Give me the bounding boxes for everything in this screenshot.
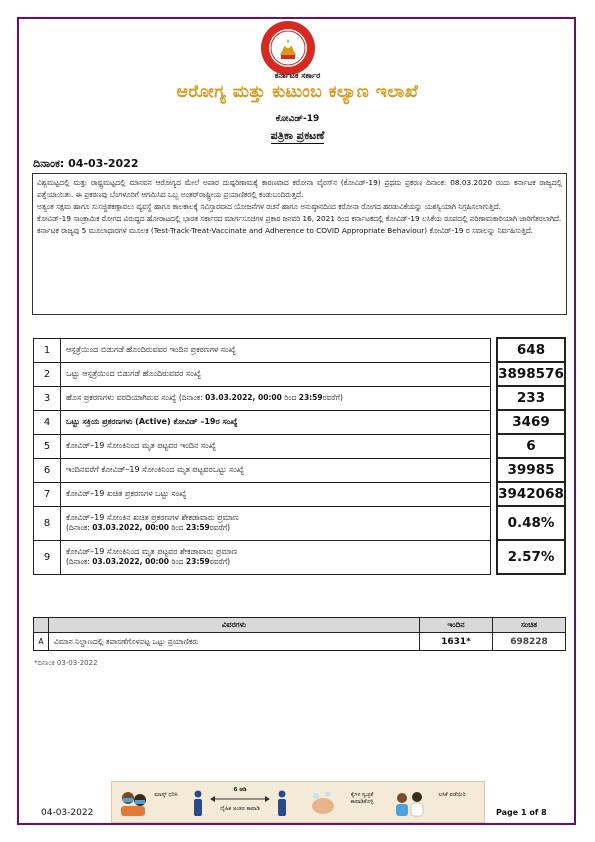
row-value: 3469 <box>497 410 565 434</box>
row-label: ಒಟ್ಟು ಸಕ್ರಿಯ ಪ್ರಕರಣಗಳು (Active) ಕೋವಿಡ್ –19ರ ಸಂಖ್ಯೆ <box>61 410 491 434</box>
table-row <box>34 410 566 434</box>
intro-paragraph: ಕರ್ನಾಟಕ ರಾಜ್ಯವು 5 ಮೂಲಾಧಾರಗಳ ಮೂಲಕ (Test-Track-Treat-Vaccinate and Adherence to COVID Appropriate Behaviour) ಕೋವಿಡ್-19 ರ ಸವಾಲನ್ನು ನಿರ್ವಹಿಸುತ್ತಿದೆ. <box>37 226 534 235</box>
hands-caption: ಕೈಗಳ ಸ್ವಚ್ಛತೆ ಕಾಪಾಡಿಕೊಳ್ಳಿ <box>350 792 374 805</box>
row-value: 3898576 <box>497 362 565 386</box>
row-number: 2 <box>34 362 61 386</box>
table-row <box>34 482 566 506</box>
release-date: ದಿನಾಂಕ: 04-03-2022 <box>33 157 139 170</box>
intro-paragraph: ವಿಶ್ವಮಟ್ಟದಲ್ಲಿ ಮತ್ತು ರಾಷ್ಟ್ರಮಟ್ಟದಲ್ಲಿ ಮಾನವನ ಆರೋಗ್ಯದ ಮೇಲೆ ಅಪಾರ ದುಷ್ಪರಿಣಾಮಕ್ಕೆ ಕಾರಣವಾದ ಕರೋನಾ ವೈರಸ್‌ನ (ಕೋವಿಡ್-19) ಪ್ರಥಮ ಪ್ರಕರಣ ದಿನಾಂಕ: 08.03.2020 ರಂದು ಕರ್ನಾಟಕ ರಾಜ್ಯದಲ್ಲಿ ಪತ್ತೆಯಾಯಿತು. ಈ ಪ್ರಕರಣವು ಬೆಂಗಳೂರಿಗೆ ಆಗಮಿಸಿದ ಒಬ್ಬ ಅಂತರ್‌ರಾಷ್ಟ್ರೀಯ ಪ್ರಯಾಣಿಕರಲ್ಲಿ ಕಂಡುಬಂದಿರುತ್ತದೆ. <box>37 178 562 199</box>
row-value: 233 <box>497 386 565 410</box>
row-number: 5 <box>34 434 61 458</box>
distance-arrow-icon <box>210 796 270 802</box>
footer-date: 04-03-2022 <box>41 808 94 818</box>
row-number: 3 <box>34 386 61 410</box>
row-label: ವಿಮಾನ ನಿಲ್ದಾಣದಲ್ಲಿ ತಪಾಸಣೆಗೊಳಪಟ್ಟ ಒಟ್ಟು ಪ್ರಯಾಣಿಕರು <box>49 633 420 651</box>
table-row <box>34 362 566 386</box>
intro-box <box>32 173 567 315</box>
covid-heading: ಕೋವಿಡ್-19 <box>275 114 320 124</box>
distance-caption: ದೈಹಿಕ ಅಂತರ ಕಾಪಾಡಿ <box>220 806 260 812</box>
row-number: 4 <box>34 410 61 434</box>
row-value: 39985 <box>497 458 565 482</box>
row-number: 1 <box>34 338 61 362</box>
department-title: ಆರೋಗ್ಯ ಮತ್ತು ಕುಟುಂಬ ಕಲ್ಯಾಣ ಇಲಾಖೆ <box>176 82 419 102</box>
table-row <box>34 338 566 362</box>
header-cumulative: ಸಂಚಿತ <box>493 618 566 633</box>
table-header-row <box>34 618 566 633</box>
row-cumulative: 698228 <box>493 633 566 651</box>
karnataka-emblem-icon <box>259 19 317 77</box>
table-row <box>34 506 566 540</box>
intro-paragraph: ಕೋವಿಡ್-19 ಸಾಂಕ್ರಾಮಿಕ ರೋಗದ ವಿರುದ್ಧದ ಹೋರಾಟದಲ್ಲಿ ಭಾರತ ಸರ್ಕಾರದ ಮಾರ್ಗಸೂಚಿಗಳ ಪ್ರಕಾರ ಜನವರಿ 16, 2021 ರಿಂದ ಕರ್ನಾಟಕದಲ್ಲಿ ಕೋವಿಡ್-19 ಲಸಿಕೆಯ ರೂಪದಲ್ಲಿ ಪರಿಣಾಮಕಾರಿಯಾಗಿ ಜಾರಿಗೆತರಲಾಗಿದೆ. <box>37 214 562 223</box>
row-number: 6 <box>34 458 61 482</box>
row-label: ಹೊಸ ಪ್ರಕರಣಗಳು ವರದಿಯಾಗಿರುವ ಸಂಖ್ಯೆ (ದಿನಾಂಕ: 03.03.2022, 00:00 ರಿಂದ 23:59ರವರೆಗೆ) <box>61 386 491 410</box>
row-id: A <box>34 633 49 651</box>
table-row <box>34 633 566 651</box>
mask-caption: ಮಾಸ್ಕ್ ಧರಿಸಿ <box>154 792 178 798</box>
row-label: ಕೋವಿಡ್–19 ಸೋಂಕಿನ ಖಚಿತ ಪ್ರಕರಣಗಳ ಶೇಕಡಾವಾರು ಪ್ರಮಾಣ (ದಿನಾಂಕ: 03.03.2022, 00:00 ರಿಂದ 23:59ರವರೆಗೆ) <box>61 506 491 540</box>
row-label: ಕೋವಿಡ್–19 ಸೋಂಕಿನಿಂದ ಮೃತ ಪಟ್ಟವರ ಶೇಕಡಾವಾರು ಪ್ರಮಾಣ (ದಿನಾಂಕ: 03.03.2022, 00:00 ರಿಂದ 23:59ರವರೆಗೆ) <box>61 540 491 574</box>
table-row <box>34 434 566 458</box>
row-number: 9 <box>34 540 61 574</box>
person-icon <box>276 790 288 818</box>
press-release-heading: ಪತ್ರಿಕಾ ಪ್ರಕಟಣೆ <box>270 129 325 142</box>
row-value: 3942068 <box>497 482 565 506</box>
government-name: ಕರ್ನಾಟಕ ಸರ್ಕಾರ <box>274 71 321 80</box>
row-value: 2.57% <box>497 540 565 574</box>
row-number: 8 <box>34 506 61 540</box>
header-details: ವಿವರಗಳು <box>49 618 420 633</box>
page-number: Page 1 of 8 <box>496 808 547 817</box>
table-row <box>34 386 566 410</box>
table-row <box>34 458 566 482</box>
row-value: 0.48% <box>497 506 565 540</box>
vaccine-caption: ಲಸಿಕೆ ಪಡೆಯಿರಿ <box>438 792 466 798</box>
airport-screening-table <box>33 617 566 651</box>
covid-stats-table <box>33 337 566 575</box>
table-row <box>34 540 566 574</box>
row-label: ಕೋವಿಡ್–19 ಖಚಿತ ಪ್ರಕರಣಗಳ ಒಟ್ಟು ಸಂಖ್ಯೆ <box>61 482 491 506</box>
row-label: ಕೋವಿಡ್–19 ಸೋಂಕಿನಿಂದ ಮೃತ ಪಟ್ಟವರ ಇಂದಿನ ಸಂಖ್ಯೆ <box>61 434 491 458</box>
intro-paragraph: ಅತ್ಯಂತ ಸಕ್ಷಮ ಹಾಗೂ ಸುಸಜ್ಜಿತಕಣ್ಗಾವಲು ವ್ಯವಸ್ಥೆ ಹಾಗೂ ಕಾಲಕಾಲಕ್ಕೆ ಸವಿಸ್ತಾರವಾದ ಯೋಜನೆಗಳ ರಚನೆ ಹಾಗೂ ಅನುಷ್ಠಾನದಿಂದ ಕರೋನಾ ರೋಗದ ಹರಡುವಿಕೆಯನ್ನು ಯಶಸ್ವಿಯಾಗಿ ನಿಗ್ರಹಿಸಲಾಗುತ್ತಿದೆ. <box>37 202 501 211</box>
row-today: 1631* <box>420 633 493 651</box>
hand-wash-icon <box>308 788 338 818</box>
row-value: 648 <box>497 338 565 362</box>
header-today: ಇಂದಿನ <box>420 618 493 633</box>
row-label: ಒಟ್ಟು ಆಸ್ಪತ್ರೆಯಿಂದ ಬಿಡುಗಡೆ ಹೊಂದಿರುವವರ ಸಂಖ್ಯೆ <box>61 362 491 386</box>
row-number: 7 <box>34 482 61 506</box>
footnote: *ದಿನಾಂಕ 03-03-2022 <box>34 659 98 667</box>
distance-value: 6 ಅಡಿ <box>233 787 247 793</box>
masked-people-icon <box>118 788 148 818</box>
row-label: ಇಂದಿನವರೆಗೆ ಕೋವಿಡ್–19 ಸೋಂಕಿನಿಂದ ಮೃತ ಪಟ್ಟವರಒಟ್ಟು ಸಂಖ್ಯೆ <box>61 458 491 482</box>
covid-behaviour-banner <box>111 781 485 823</box>
row-label: ಆಸ್ಪತ್ರೆಯಿಂದ ಬಿಡುಗಡೆ ಹೊಂದಿರುವವರ ಇಂದಿನ ಪ್ರಕರಣಗಳ ಸಂಖ್ಯೆ <box>61 338 491 362</box>
vaccination-icon <box>392 788 426 818</box>
person-icon <box>192 790 204 818</box>
row-value: 6 <box>497 434 565 458</box>
